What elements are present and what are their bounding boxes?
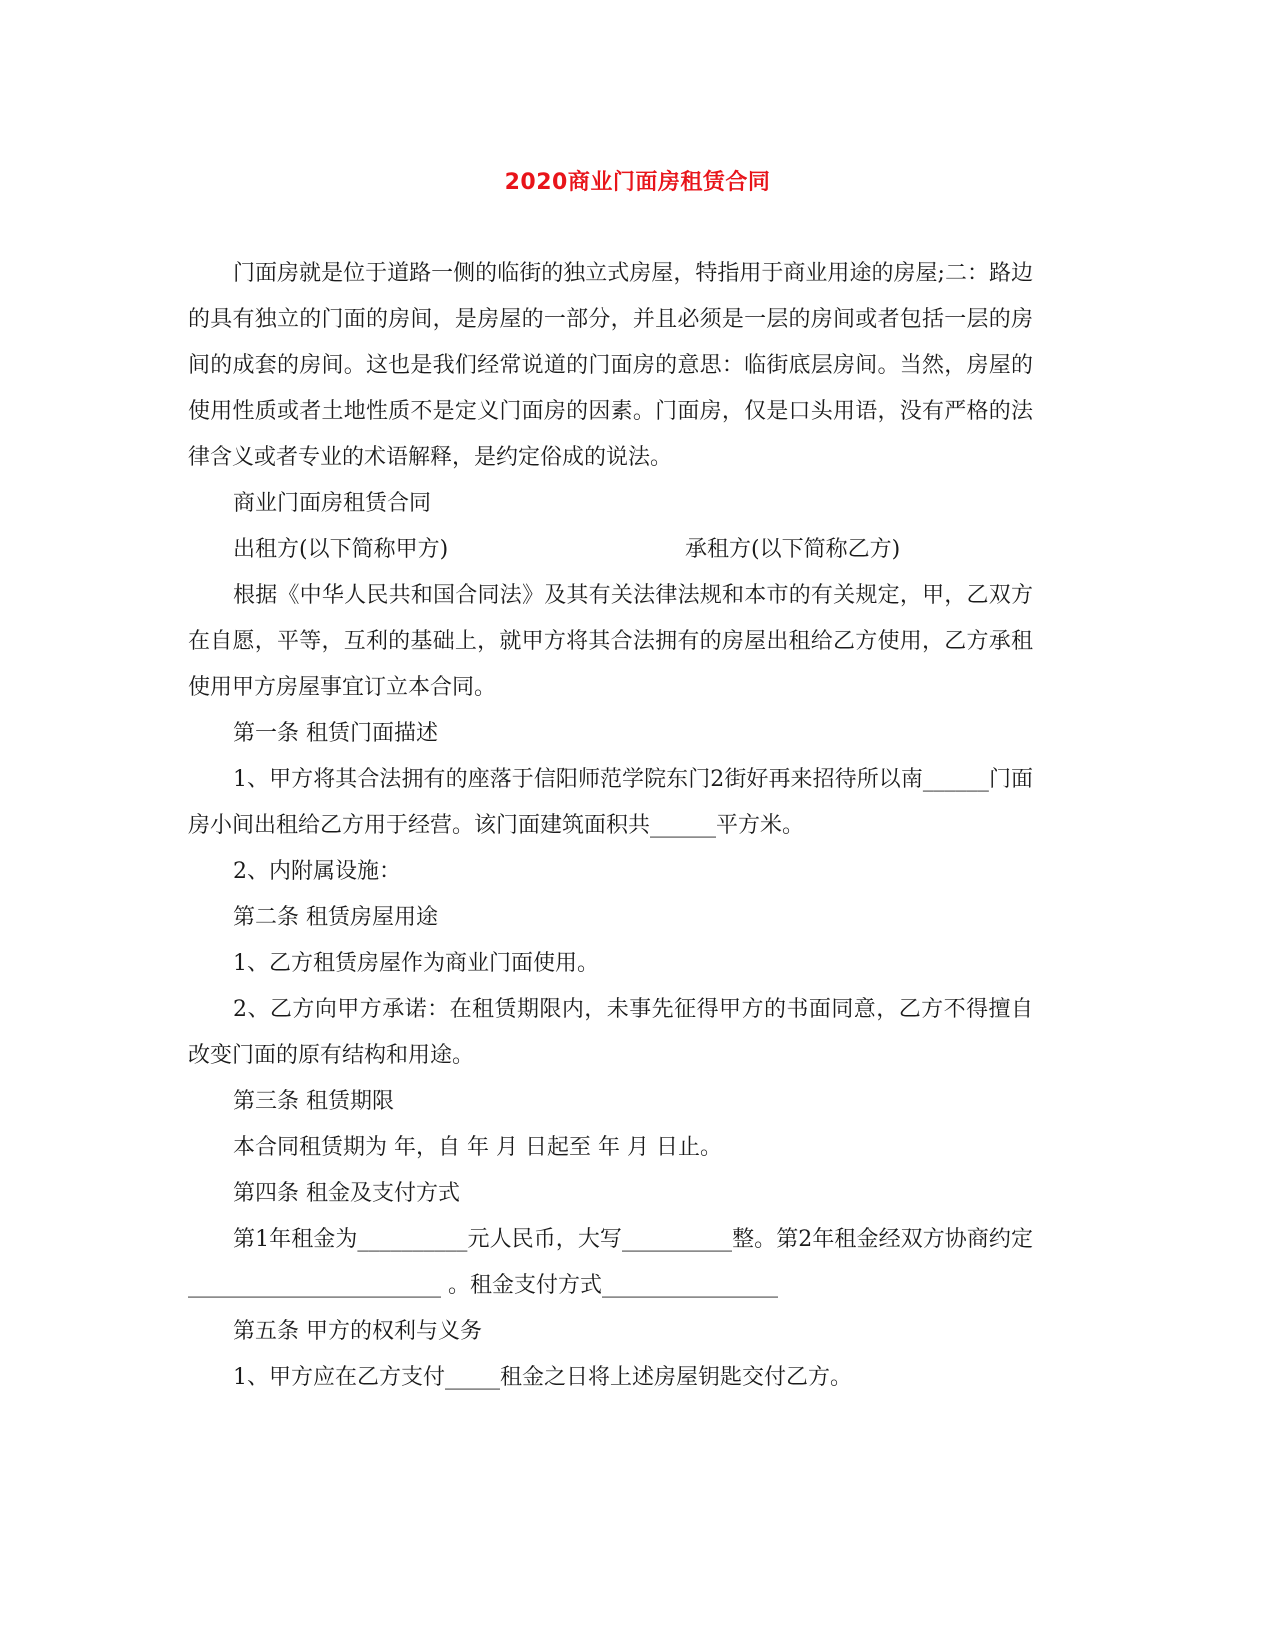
- article-5-heading: 第五条 甲方的权利与义务: [233, 1319, 482, 1344]
- article-1-item-1: 1、甲方将其合法拥有的座落于信阳师范学院东门2街好再来招待所以南______门面房小间出租给乙方用于经营。该门面建筑面积共______平方米。: [188, 767, 1033, 838]
- preamble-paragraph: 根据《中华人民共和国合同法》及其有关法律法规和本市的有关规定，甲，乙双方在自愿，平等，互利的基础上，就甲方将其合法拥有的房屋出租给乙方使用，乙方承租使用甲方房屋事宜订立本合同。: [188, 583, 1033, 700]
- lessor-label: 出租方(以下简称甲方): [233, 537, 449, 562]
- document-title: 2020商业门面房租赁合同: [504, 170, 771, 195]
- article-2-item-2: 2、乙方向甲方承诺：在租赁期限内，未事先征得甲方的书面同意，乙方不得擅自改变门面的原有结构和用途。: [188, 997, 1033, 1068]
- parties-line: [188, 527, 1033, 573]
- article-1-heading: 第一条 租赁门面描述: [233, 721, 438, 746]
- intro-paragraph: 门面房就是位于道路一侧的临街的独立式房屋，特指用于商业用途的房屋;二：路边的具有独立的门面的房间，是房屋的一部分，并且必须是一层的房间或者包括一层的房间的成套的房间。这也是我们经常说道的门面房的意思：临街底层房间。当然，房屋的使用性质或者土地性质不是定义门面房的因素。门面房，仅是口头用语，没有严格的法律含义或者专业的术语解释，是约定俗成的说法。: [188, 261, 1033, 470]
- article-4-heading: 第四条 租金及支付方式: [233, 1181, 460, 1206]
- document-body: [188, 251, 1033, 1401]
- contract-title-line: 商业门面房租赁合同: [233, 491, 432, 516]
- article-2-heading: 第二条 租赁房屋用途: [233, 905, 438, 930]
- article-2-item-1: 1、乙方租赁房屋作为商业门面使用。: [233, 951, 599, 976]
- article-3-heading: 第三条 租赁期限: [233, 1089, 394, 1114]
- article-1-item-2: 2、内附属设施：: [233, 859, 401, 884]
- article-3-text: 本合同租赁期为 年，自 年 月 日起至 年 月 日止。: [233, 1135, 722, 1160]
- article-4-text: 第1年租金为__________元人民币，大写__________整。第2年租金经双方协商约定_______________________ 。租金支付方式________________: [188, 1227, 1033, 1298]
- lessee-label: 承租方(以下简称乙方): [685, 537, 901, 562]
- article-5-item-1: 1、甲方应在乙方支付_____租金之日将上述房屋钥匙交付乙方。: [233, 1365, 852, 1390]
